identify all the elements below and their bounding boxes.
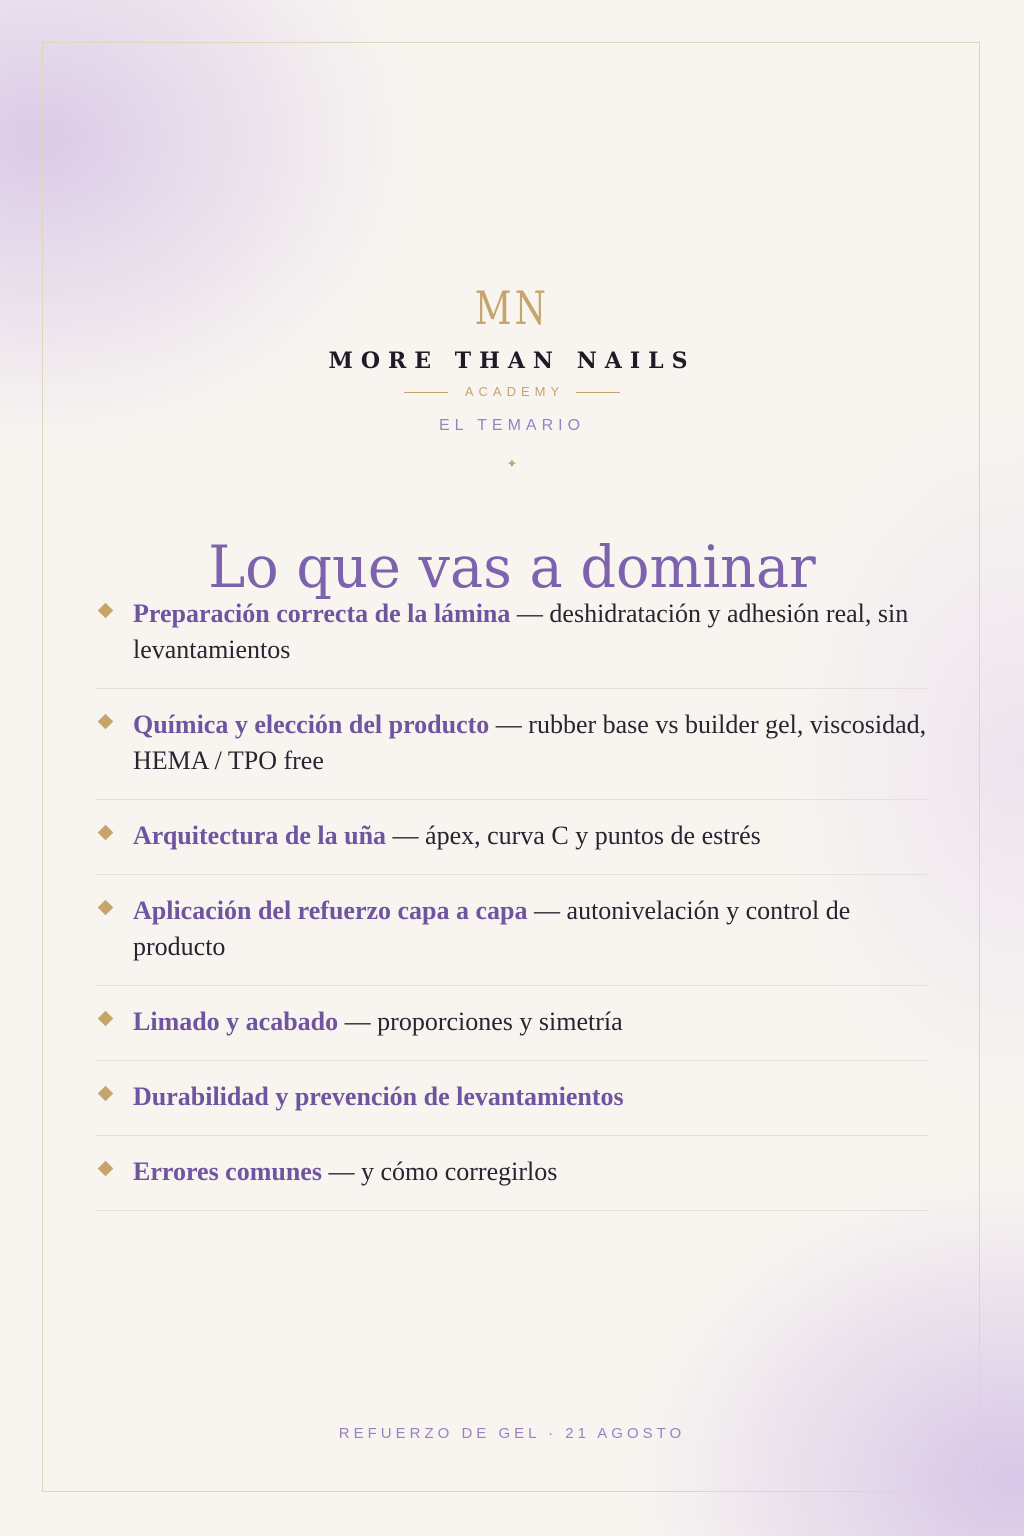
syllabus-item (96, 578, 928, 689)
brand-logo-mark: MN (474, 281, 550, 335)
page-title: Lo que vas a dominar (208, 532, 816, 601)
syllabus-item (96, 800, 928, 875)
divider-left (404, 392, 448, 393)
diamond-bullet-icon (98, 825, 114, 841)
syllabus-item-separator: — (386, 821, 426, 850)
syllabus-item-title: Limado y acabado (133, 1007, 339, 1036)
syllabus-item-separator: — (489, 710, 529, 739)
syllabus-item (96, 986, 928, 1061)
diamond-bullet-icon (98, 714, 114, 730)
syllabus-list (96, 578, 928, 1211)
syllabus-item-title: Arquitectura de la uña (133, 821, 387, 850)
diamond-bullet-icon (98, 1086, 114, 1102)
syllabus-item-separator: — (321, 1157, 361, 1186)
syllabus-item (96, 1136, 928, 1211)
section-eyebrow: EL TEMARIO (438, 417, 586, 434)
diamond-bullet-icon (98, 603, 114, 619)
syllabus-item-detail: y cómo corregirlos (360, 1157, 558, 1186)
footer-event-info: REFUERZO DE GEL · 21 AGOSTO (338, 1425, 686, 1442)
syllabus-item-detail: ápex, curva C y puntos de estrés (425, 821, 761, 850)
syllabus-item-title: Química y elección del producto (133, 710, 490, 739)
syllabus-item-title: Durabilidad y prevención de levantamientos (133, 1082, 624, 1111)
syllabus-item-detail: rubber base vs builder gel, viscosidad, HEMA / TPO free (133, 710, 927, 775)
syllabus-item-separator: — (510, 599, 550, 628)
diamond-bullet-icon (98, 900, 114, 916)
syllabus-item-separator: — (338, 1007, 378, 1036)
brand-name: MORE THAN NAILS (328, 348, 696, 374)
brand-academy-row (0, 382, 1024, 402)
syllabus-item-title: Errores comunes (133, 1157, 322, 1186)
divider-right (576, 392, 620, 393)
diamond-bullet-icon (98, 1011, 114, 1027)
brand-academy-label: ACADEMY (464, 384, 565, 399)
diamond-bullet-icon (98, 1161, 114, 1177)
syllabus-item-title: Aplicación del refuerzo capa a capa (133, 896, 528, 925)
syllabus-item (96, 875, 928, 986)
syllabus-item-detail: proporciones y simetría (377, 1007, 623, 1036)
syllabus-item-separator: — (527, 896, 567, 925)
syllabus-item-title: Preparación correcta de la lámina (133, 599, 511, 628)
sparkle-icon: ✦ (506, 456, 518, 471)
syllabus-item-detail: deshidratación y adhesión real, sin levantamientos (133, 599, 909, 664)
syllabus-item (96, 1061, 928, 1136)
syllabus-item-detail: autonivelación y control de producto (133, 896, 851, 961)
syllabus-item (96, 689, 928, 800)
